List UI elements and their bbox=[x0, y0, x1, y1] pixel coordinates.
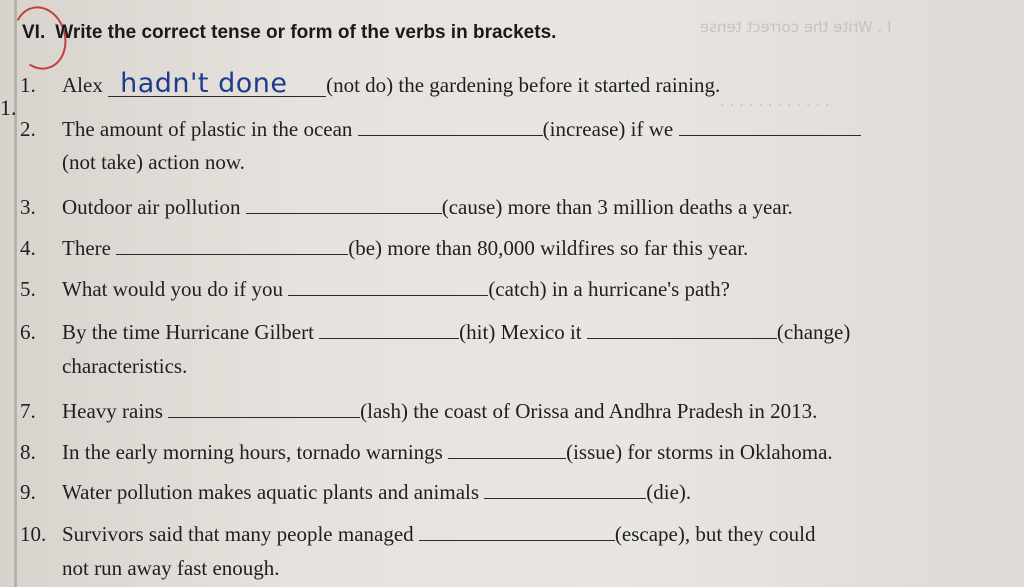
answer-blank[interactable] bbox=[168, 397, 360, 418]
question-text: (change) bbox=[776, 320, 851, 344]
question-number: 7. bbox=[20, 399, 36, 423]
question-3 bbox=[20, 193, 793, 220]
question-number: 3. bbox=[20, 195, 36, 219]
answer-blank[interactable] bbox=[448, 438, 566, 459]
question-text: There bbox=[62, 236, 111, 260]
answer-blank[interactable] bbox=[679, 115, 861, 136]
question-number: 10. bbox=[20, 522, 47, 546]
question-text: The amount of plastic in the ocean bbox=[62, 117, 353, 141]
question-text: (not do) the gardening before it started raining. bbox=[326, 73, 721, 97]
question-text: (be) more than 80,000 wildfires so far this year. bbox=[348, 236, 749, 260]
question-text: In the early morning hours, tornado warnings bbox=[62, 440, 443, 464]
exercise-instruction: Write the correct tense or form of the verbs in brackets. bbox=[55, 22, 557, 43]
question-6-continued: characteristics. bbox=[62, 354, 188, 378]
page-margin-line bbox=[14, 0, 17, 587]
answer-blank[interactable] bbox=[319, 318, 459, 339]
question-6 bbox=[20, 318, 850, 345]
question-text: Alex bbox=[62, 73, 103, 97]
exercise-number: VI. bbox=[22, 22, 46, 43]
question-4 bbox=[20, 234, 748, 261]
question-2-continued: (not take) action now. bbox=[62, 150, 245, 174]
question-number: 4. bbox=[20, 236, 36, 260]
question-7 bbox=[20, 397, 817, 424]
question-1 bbox=[20, 68, 721, 99]
question-text: (hit) Mexico it bbox=[459, 320, 582, 344]
question-number: 2. bbox=[20, 117, 36, 141]
question-number: 1. bbox=[20, 73, 36, 97]
question-2 bbox=[20, 115, 861, 142]
answer-blank[interactable] bbox=[419, 520, 615, 541]
question-text: (catch) in a hurricane's path? bbox=[488, 277, 730, 301]
handwritten-answer[interactable]: hadn't done bbox=[108, 72, 326, 97]
question-8 bbox=[20, 438, 833, 465]
question-9 bbox=[20, 478, 691, 505]
question-text: Heavy rains bbox=[62, 399, 163, 423]
question-5 bbox=[20, 275, 730, 302]
question-text: By the time Hurricane Gilbert bbox=[62, 320, 314, 344]
stray-number-mark: 1. bbox=[0, 95, 17, 120]
question-number: 8. bbox=[20, 440, 36, 464]
answer-blank[interactable] bbox=[246, 193, 442, 214]
question-text: (cause) more than 3 million deaths a year. bbox=[441, 195, 793, 219]
question-text: (lash) the coast of Orissa and Andhra Pradesh in 2013. bbox=[360, 399, 818, 423]
bleed-through-text: . . . . . . . . . . . . bbox=[720, 92, 830, 110]
bleed-through-text: I . Write the correct tense bbox=[700, 18, 892, 36]
question-number: 9. bbox=[20, 480, 36, 504]
question-10 bbox=[20, 520, 816, 547]
question-10-continued: not run away fast enough. bbox=[62, 556, 280, 580]
question-text: (die). bbox=[646, 480, 692, 504]
question-text: (increase) if we bbox=[542, 117, 674, 141]
answer-blank[interactable] bbox=[484, 478, 646, 499]
exercise-header bbox=[22, 22, 556, 44]
question-text: (escape), but they could bbox=[614, 522, 816, 546]
answer-blank[interactable] bbox=[358, 115, 543, 136]
question-text: Outdoor air pollution bbox=[62, 195, 241, 219]
question-text: Survivors said that many people managed bbox=[62, 522, 414, 546]
question-number: 6. bbox=[20, 320, 36, 344]
answer-blank[interactable] bbox=[587, 318, 777, 339]
answer-blank[interactable] bbox=[288, 275, 488, 296]
question-number: 5. bbox=[20, 277, 36, 301]
answer-blank[interactable] bbox=[116, 234, 348, 255]
question-text: Water pollution makes aquatic plants and animals bbox=[62, 480, 480, 504]
question-text: What would you do if you bbox=[62, 277, 284, 301]
question-text: (issue) for storms in Oklahoma. bbox=[566, 440, 833, 464]
